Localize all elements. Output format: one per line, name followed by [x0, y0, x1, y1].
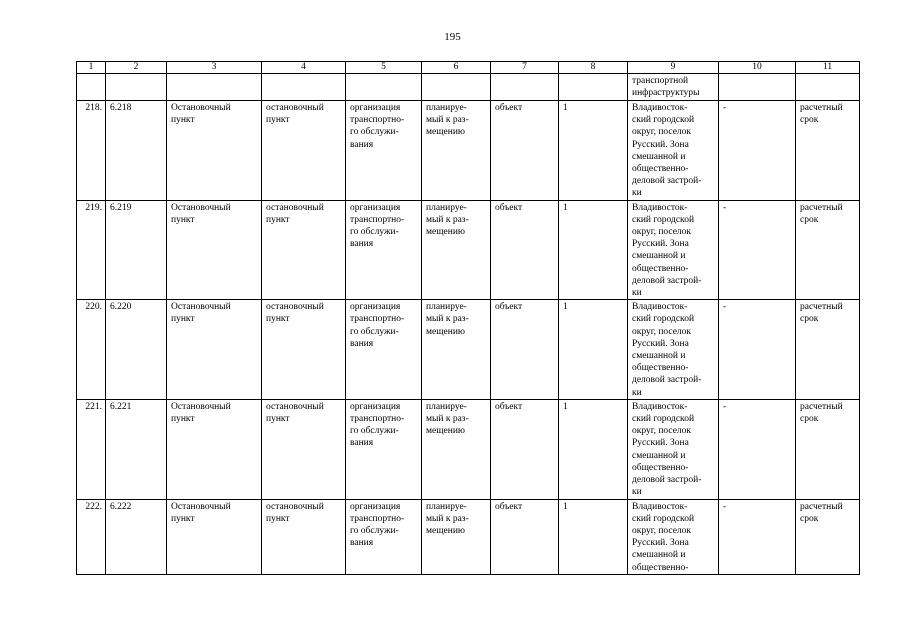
table-cell: остановочный пункт	[262, 399, 346, 499]
table-cell	[796, 74, 860, 101]
page-number: 195	[444, 31, 461, 43]
table-cell	[422, 74, 491, 101]
table-cell: остановочный пункт	[262, 101, 346, 201]
column-header: 3	[167, 62, 262, 74]
table-cell	[167, 74, 262, 101]
table-cell: 1	[559, 101, 628, 201]
table-cell: 220.	[77, 300, 106, 400]
table-cell: 6.222	[106, 499, 167, 574]
column-header: 11	[796, 62, 860, 74]
table-row	[77, 101, 860, 201]
table-cell: 6.221	[106, 399, 167, 499]
table-row	[77, 200, 860, 300]
continuation-row	[77, 74, 860, 101]
table-cell: организация транспортно- го обслужи- вания	[346, 101, 422, 201]
table-cell: транспортной инфраструктуры	[628, 74, 719, 101]
column-header: 5	[346, 62, 422, 74]
table-cell: 6.219	[106, 200, 167, 300]
table-cell: Владивосток- ский городской округ, поселок Русский. Зона смешанной и общественно- деловой застрой- ки	[628, 399, 719, 499]
table-cell: Остановочный пункт	[167, 499, 262, 574]
table-cell: 221.	[77, 399, 106, 499]
table-cell	[77, 74, 106, 101]
table-cell: Владивосток- ский городской округ, поселок Русский. Зона смешанной и общественно-	[628, 499, 719, 574]
column-header: 9	[628, 62, 719, 74]
table-cell: 1	[559, 300, 628, 400]
table-cell: объект	[491, 499, 559, 574]
table-cell: объект	[491, 200, 559, 300]
table-cell: расчетный срок	[796, 499, 860, 574]
table-cell: расчетный срок	[796, 399, 860, 499]
column-header: 10	[719, 62, 796, 74]
table-cell: расчетный срок	[796, 300, 860, 400]
table-row	[77, 399, 860, 499]
table-cell: объект	[491, 300, 559, 400]
table-cell: Остановочный пункт	[167, 399, 262, 499]
table-cell: организация транспортно- го обслужи- вания	[346, 300, 422, 400]
table-cell: 6.218	[106, 101, 167, 201]
table-cell	[262, 74, 346, 101]
table-cell: Остановочный пункт	[167, 300, 262, 400]
table-cell: -	[719, 399, 796, 499]
table-cell: -	[719, 499, 796, 574]
table-cell: планируе- мый к раз- мещению	[422, 101, 491, 201]
table-cell	[491, 74, 559, 101]
table-cell: планируе- мый к раз- мещению	[422, 399, 491, 499]
table-cell	[559, 74, 628, 101]
table-cell: планируе- мый к раз- мещению	[422, 499, 491, 574]
table-cell: организация транспортно- го обслужи- вания	[346, 200, 422, 300]
table-cell	[106, 74, 167, 101]
table-cell: организация транспортно- го обслужи- вания	[346, 399, 422, 499]
table-cell: объект	[491, 399, 559, 499]
table-cell: Владивосток- ский городской округ, поселок Русский. Зона смешанной и общественно- деловой застрой- ки	[628, 300, 719, 400]
table-cell	[719, 74, 796, 101]
table-cell: остановочный пункт	[262, 300, 346, 400]
table-cell: остановочный пункт	[262, 200, 346, 300]
table-cell: 219.	[77, 200, 106, 300]
table-cell: планируе- мый к раз- мещению	[422, 300, 491, 400]
table-cell: 222.	[77, 499, 106, 574]
table-cell: -	[719, 300, 796, 400]
column-header: 6	[422, 62, 491, 74]
column-header: 1	[77, 62, 106, 74]
column-header: 8	[559, 62, 628, 74]
table-cell: 218.	[77, 101, 106, 201]
table-cell: 1	[559, 399, 628, 499]
column-header: 7	[491, 62, 559, 74]
table-cell: остановочный пункт	[262, 499, 346, 574]
table-cell: объект	[491, 101, 559, 201]
table-cell	[346, 74, 422, 101]
table-cell: -	[719, 101, 796, 201]
table-cell: 1	[559, 499, 628, 574]
table-cell: расчетный срок	[796, 101, 860, 201]
table-cell: 1	[559, 200, 628, 300]
table-cell: Остановочный пункт	[167, 101, 262, 201]
table-cell: Владивосток- ский городской округ, поселок Русский. Зона смешанной и общественно- деловой застрой- ки	[628, 200, 719, 300]
table-cell: Владивосток- ский городской округ, поселок Русский. Зона смешанной и общественно- деловой застрой- ки	[628, 101, 719, 201]
table-cell: планируе- мый к раз- мещению	[422, 200, 491, 300]
column-header: 2	[106, 62, 167, 74]
table-cell: расчетный срок	[796, 200, 860, 300]
table-cell: 6.220	[106, 300, 167, 400]
column-header: 4	[262, 62, 346, 74]
data-table	[76, 61, 860, 575]
table-cell: Остановочный пункт	[167, 200, 262, 300]
table-row	[77, 499, 860, 574]
table-row	[77, 300, 860, 400]
header-row	[77, 62, 860, 74]
table-cell: организация транспортно- го обслужи- вания	[346, 499, 422, 574]
table-cell: -	[719, 200, 796, 300]
